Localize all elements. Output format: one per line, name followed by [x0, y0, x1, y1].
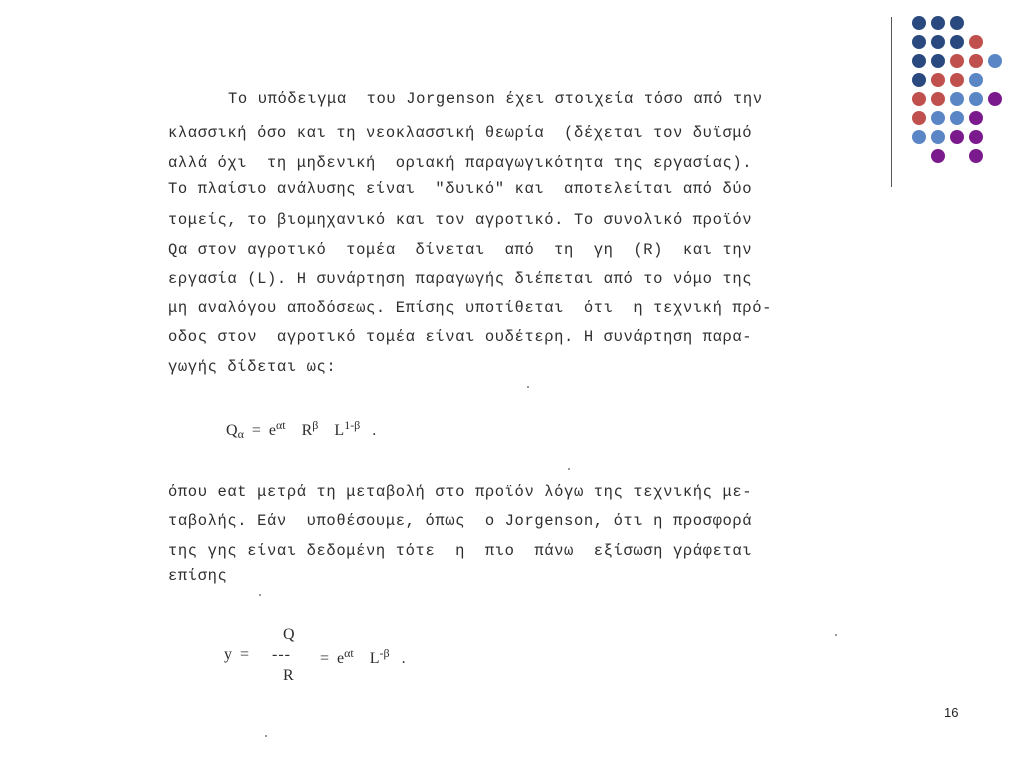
- eq2-rhs: [320, 646, 406, 668]
- decorative-dot: [931, 130, 945, 144]
- decorative-dot: [950, 111, 964, 125]
- paragraph1-line-4: Το πλαίσιο ανάλυσης είναι "δυικό" και αποτελείται από δύο: [168, 180, 753, 198]
- decorative-dot: [969, 73, 983, 87]
- eq2-numerator: Q: [283, 626, 295, 643]
- paragraph2-line-4: επίσης: [168, 567, 228, 585]
- decorative-dot: [912, 111, 926, 125]
- paragraph1-line-8: μη αναλόγου αποδόσεως. Επίσης υποτίθεται ότι η τεχνική πρό-: [168, 299, 772, 317]
- decorative-dot: [931, 35, 945, 49]
- eq1-lhs-subscript: α: [237, 427, 244, 441]
- eq1-l-superscript: 1-β: [344, 418, 361, 432]
- eq2-equals-1: =: [240, 646, 250, 663]
- paragraph1-line-5: τομείς, το βιομηχανικό και τον αγροτικό. Το συνολικό προϊόν: [168, 211, 753, 229]
- paragraph1-line-9: οδος στον αγροτικό τομέα είναι ουδέτερη. Η συνάρτηση παρα-: [168, 328, 753, 346]
- decorative-dot: [988, 54, 1002, 68]
- decorative-dot: [912, 92, 926, 106]
- decorative-dot: [969, 149, 983, 163]
- eq1-end: .: [372, 422, 377, 439]
- eq2-fraction-bar: ---: [272, 646, 291, 663]
- scan-speck: [527, 386, 529, 388]
- paragraph1-line-6: Qα στον αγροτικό τομέα δίνεται από τη γη (R) και την: [168, 241, 753, 259]
- decorative-dot: [969, 92, 983, 106]
- decorative-dot: [950, 130, 964, 144]
- decorative-dot: [912, 16, 926, 30]
- decorative-divider-line: [891, 17, 892, 187]
- decorative-dot: [969, 54, 983, 68]
- decorative-dot: [969, 130, 983, 144]
- decorative-dot: [969, 111, 983, 125]
- paragraph1-line-3: αλλά όχι τη μηδενική οριακή παραγωγικότητα της εργασίας).: [168, 154, 753, 172]
- eq2-end: .: [401, 650, 406, 667]
- paragraph2-line-2: ταβολής. Εάν υποθέσουμε, όπως ο Jorgenson, ότι η προσφορά: [168, 512, 753, 530]
- eq1-exp-superscript: αt: [276, 418, 286, 432]
- eq1-l-term: L: [334, 422, 345, 439]
- equation-y: [224, 646, 249, 664]
- decorative-dot: [931, 54, 945, 68]
- eq2-exp-base: e: [337, 650, 345, 667]
- decorative-dot: [931, 111, 945, 125]
- scan-speck: [568, 468, 570, 470]
- decorative-dot: [950, 16, 964, 30]
- decorative-dot: [931, 149, 945, 163]
- eq2-l-superscript: -β: [379, 646, 390, 660]
- scan-speck: [259, 594, 261, 596]
- eq1-r-term: R: [301, 422, 313, 439]
- paragraph1-line-10: γωγής δίδεται ως:: [168, 358, 337, 376]
- eq2-l-term: L: [369, 650, 380, 667]
- decorative-dot: [969, 35, 983, 49]
- decorative-dot: [912, 54, 926, 68]
- decorative-dot: [950, 35, 964, 49]
- decorative-dot: [950, 73, 964, 87]
- decorative-dot: [931, 92, 945, 106]
- paragraph1-line-2: κλασσική όσο και τη νεοκλασσική θεωρία (δέχεται τον δυϊσμό: [168, 124, 753, 142]
- eq1-r-superscript: β: [312, 418, 319, 432]
- paragraph1-line-7: εργασία (L). Η συνάρτηση παραγωγής διέπεται από το νόμο της: [168, 270, 753, 288]
- page-number: 16: [944, 705, 959, 720]
- paragraph2-line-1: όπου eαt μετρά τη μεταβολή στο προϊόν λόγω της τεχνικής με-: [168, 483, 753, 501]
- eq1-exp-base: e: [268, 422, 276, 439]
- eq2-equals-2: =: [320, 650, 330, 667]
- eq2-exp-superscript: αt: [344, 646, 354, 660]
- decorative-dot: [950, 92, 964, 106]
- decorative-dot: [988, 92, 1002, 106]
- decorative-dot: [931, 16, 945, 30]
- decorative-dot: [950, 54, 964, 68]
- scan-speck: [835, 634, 837, 636]
- eq2-lhs: y: [224, 646, 232, 663]
- scan-speck: [265, 735, 267, 737]
- paragraph2-line-3: της γης είναι δεδομένη τότε η πιο πάνω εξίσωση γράφεται: [168, 542, 753, 560]
- paragraph1-line-1: Το υπόδειγμα του Jorgenson έχει στοιχεία τόσο από την: [228, 90, 763, 108]
- eq1-equals: =: [251, 422, 261, 439]
- decorative-dot: [912, 73, 926, 87]
- equation-production-function: [226, 418, 376, 442]
- decorative-dot: [931, 73, 945, 87]
- eq2-denominator: R: [283, 667, 294, 684]
- decorative-dot: [912, 130, 926, 144]
- decorative-dot: [912, 35, 926, 49]
- eq1-lhs: Q: [226, 422, 238, 439]
